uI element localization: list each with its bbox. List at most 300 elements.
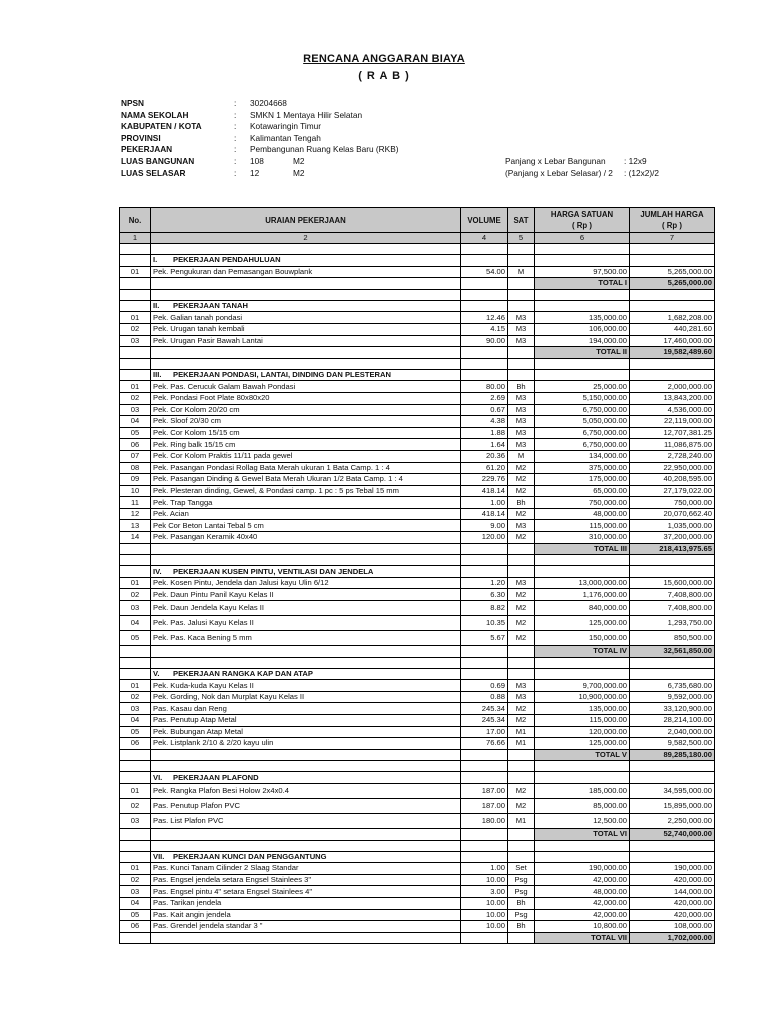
- item-unit-price: 135,000.00: [535, 703, 630, 715]
- item-number: 03: [120, 886, 151, 898]
- empty-cell: [461, 646, 508, 658]
- empty-cell: [508, 255, 535, 267]
- item-total: 2,250,000.00: [630, 813, 715, 828]
- item-total: 420,000.00: [630, 874, 715, 886]
- item-unit-price: 750,000.00: [535, 497, 630, 509]
- section-title: [151, 851, 461, 863]
- item-unit-price: 42,000.00: [535, 909, 630, 921]
- item-volume: 80.00: [461, 381, 508, 393]
- item-unit: Psg: [508, 886, 535, 898]
- item-unit-price: 97,500.00: [535, 266, 630, 278]
- item-description: Pek. Pengukuran dan Pemasangan Bouwplank: [151, 266, 461, 278]
- spacer-row: [120, 555, 715, 566]
- empty-cell: [535, 289, 630, 300]
- empty-cell: [120, 300, 151, 312]
- empty-cell: [461, 840, 508, 851]
- info-label: LUAS SELASAR: [121, 167, 186, 178]
- empty-cell: [508, 749, 535, 761]
- item-description: Pas. Kasau dan Reng: [151, 703, 461, 715]
- item-unit-price: 194,000.00: [535, 335, 630, 347]
- empty-cell: [461, 289, 508, 300]
- empty-cell: [120, 668, 151, 680]
- empty-cell: [120, 347, 151, 359]
- section-total-row: [120, 543, 715, 555]
- item-volume: 76.66: [461, 738, 508, 750]
- project-info: [121, 98, 681, 179]
- item-unit-price: 375,000.00: [535, 462, 630, 474]
- empty-cell: [120, 289, 151, 300]
- empty-cell: [630, 289, 715, 300]
- table-row: [120, 863, 715, 875]
- section-title: [151, 369, 461, 381]
- spacer-row: [120, 657, 715, 668]
- info-row: [121, 98, 681, 110]
- empty-cell: [461, 851, 508, 863]
- item-total: 4,536,000.00: [630, 404, 715, 416]
- item-number: 02: [120, 323, 151, 335]
- info-row: [121, 121, 681, 133]
- table-row: [120, 921, 715, 933]
- item-total: 12,707,381.25: [630, 427, 715, 439]
- item-total: 440,281.60: [630, 323, 715, 335]
- info-label: PEKERJAAN: [121, 144, 173, 155]
- item-number: 04: [120, 897, 151, 909]
- empty-cell: [630, 772, 715, 784]
- item-number: 02: [120, 874, 151, 886]
- empty-cell: [151, 761, 461, 772]
- empty-cell: [535, 566, 630, 578]
- empty-cell: [151, 749, 461, 761]
- info-value: 12: [250, 167, 260, 178]
- column-numbering-row: [120, 233, 715, 244]
- empty-cell: [535, 555, 630, 566]
- item-unit-price: 10,900,000.00: [535, 691, 630, 703]
- section-number: VII.: [153, 851, 165, 861]
- section-total-value: 1,702,000.00: [630, 932, 715, 944]
- item-number: 01: [120, 863, 151, 875]
- section-title-text: PEKERJAAN PLAFOND: [173, 772, 259, 782]
- item-unit-price: 42,000.00: [535, 874, 630, 886]
- item-unit: Psg: [508, 874, 535, 886]
- item-unit: M2: [508, 631, 535, 646]
- empty-cell: [535, 851, 630, 863]
- section-total-row: [120, 932, 715, 944]
- item-description: Pas. Kunci Tanam Cilinder 2 Slaag Standar: [151, 863, 461, 875]
- section-title: [151, 300, 461, 312]
- section-total-row: [120, 278, 715, 290]
- info-value: Pembangunan Ruang Kelas Baru (RKB): [250, 144, 399, 155]
- item-unit-price: 115,000.00: [535, 520, 630, 532]
- table-row: [120, 381, 715, 393]
- item-number: 06: [120, 439, 151, 451]
- item-unit: M3: [508, 691, 535, 703]
- section-title-text: PEKERJAAN PENDAHULUAN: [173, 255, 281, 265]
- table-row: [120, 266, 715, 278]
- empty-cell: [508, 289, 535, 300]
- item-volume: 20.36: [461, 450, 508, 462]
- item-volume: 3.00: [461, 886, 508, 898]
- item-description: Pek. Kosen Pintu, Jendela dan Jalusi kayu Ulin 6/12: [151, 577, 461, 589]
- item-volume: 10.35: [461, 616, 508, 631]
- item-volume: 9.00: [461, 520, 508, 532]
- section-total-value: 32,561,850.00: [630, 646, 715, 658]
- section-total-label: TOTAL VII: [535, 932, 630, 944]
- item-unit: Bh: [508, 381, 535, 393]
- column-number: 2: [151, 233, 461, 244]
- column-number: 5: [508, 233, 535, 244]
- item-number: 02: [120, 589, 151, 601]
- empty-cell: [151, 646, 461, 658]
- info-label: NPSN: [121, 98, 145, 108]
- header-jumlah-harga: JUMLAH HARGA ( Rp ): [630, 208, 715, 233]
- item-total: 15,600,000.00: [630, 577, 715, 589]
- item-number: 06: [120, 921, 151, 933]
- empty-cell: [151, 358, 461, 369]
- item-volume: 17.00: [461, 726, 508, 738]
- item-description: Pek. Cor Kolom 15/15 cm: [151, 427, 461, 439]
- item-description: Pas. Engsel pintu 4" setara Engsel Stainlees 4": [151, 886, 461, 898]
- empty-cell: [630, 555, 715, 566]
- item-total: 144,000.00: [630, 886, 715, 898]
- section-number: II.: [153, 301, 160, 311]
- item-description: Pas. Grendel jendela standar 3 ": [151, 921, 461, 933]
- item-number: 04: [120, 715, 151, 727]
- empty-cell: [535, 668, 630, 680]
- item-unit: M3: [508, 520, 535, 532]
- item-unit: M: [508, 266, 535, 278]
- item-unit: M2: [508, 703, 535, 715]
- section-header-row: [120, 566, 715, 578]
- item-number: 05: [120, 427, 151, 439]
- info-colon: :: [234, 167, 237, 178]
- section-total-label: TOTAL III: [535, 543, 630, 555]
- info-row: [121, 168, 681, 180]
- section-header-row: [120, 369, 715, 381]
- item-unit-price: 310,000.00: [535, 532, 630, 544]
- item-unit: M1: [508, 813, 535, 828]
- item-volume: 1.88: [461, 427, 508, 439]
- item-unit-price: 120,000.00: [535, 726, 630, 738]
- item-volume: 1.00: [461, 497, 508, 509]
- item-volume: 120.00: [461, 532, 508, 544]
- table-row: [120, 783, 715, 798]
- item-description: Pek. Acian: [151, 508, 461, 520]
- item-number: 01: [120, 680, 151, 692]
- item-unit: M2: [508, 508, 535, 520]
- empty-cell: [508, 244, 535, 255]
- info-value: Kotawaringin Timur: [250, 121, 322, 132]
- item-volume: 10.00: [461, 874, 508, 886]
- item-number: 12: [120, 508, 151, 520]
- empty-cell: [508, 300, 535, 312]
- table-row: [120, 631, 715, 646]
- section-number: VI.: [153, 772, 163, 782]
- empty-cell: [535, 358, 630, 369]
- empty-cell: [461, 657, 508, 668]
- info-label: PROVINSI: [121, 132, 161, 143]
- table-row: [120, 726, 715, 738]
- section-total-value: 89,285,180.00: [630, 749, 715, 761]
- column-number: 4: [461, 233, 508, 244]
- empty-cell: [535, 657, 630, 668]
- item-number: 01: [120, 381, 151, 393]
- item-description: Pek. Plesteran dinding, Gewel, & Pondasi camp. 1 pc : 5 ps Tebal 15 mm: [151, 485, 461, 497]
- item-number: 02: [120, 691, 151, 703]
- empty-cell: [461, 566, 508, 578]
- table-row: [120, 508, 715, 520]
- empty-cell: [508, 668, 535, 680]
- item-total: 2,000,000.00: [630, 381, 715, 393]
- section-title-text: PEKERJAAN RANGKA KAP DAN ATAP: [173, 668, 313, 678]
- item-number: 01: [120, 312, 151, 324]
- item-description: Pek. Pas. Kaca Bening 5 mm: [151, 631, 461, 646]
- item-volume: 8.82: [461, 601, 508, 616]
- item-unit: M3: [508, 439, 535, 451]
- item-total: 13,843,200.00: [630, 392, 715, 404]
- item-unit-price: 185,000.00: [535, 783, 630, 798]
- table-row: [120, 680, 715, 692]
- empty-cell: [461, 749, 508, 761]
- item-description: Pek. Pasangan Pondasi Rollag Bata Merah ukuran 1 Bata Camp. 1 : 4: [151, 462, 461, 474]
- item-description: Pek. Urugan tanah kembali: [151, 323, 461, 335]
- empty-cell: [535, 369, 630, 381]
- table-row: [120, 909, 715, 921]
- item-description: Pas. Engsel jendela setara Engsel Stainlees 3": [151, 874, 461, 886]
- table-row: [120, 416, 715, 428]
- table-row: [120, 439, 715, 451]
- item-total: 28,214,100.00: [630, 715, 715, 727]
- empty-cell: [630, 255, 715, 267]
- item-total: 9,592,000.00: [630, 691, 715, 703]
- table-row: [120, 703, 715, 715]
- item-unit-price: 85,000.00: [535, 798, 630, 813]
- item-total: 850,500.00: [630, 631, 715, 646]
- empty-cell: [508, 772, 535, 784]
- item-unit-price: 42,000.00: [535, 897, 630, 909]
- table-row: [120, 532, 715, 544]
- item-total: 37,200,000.00: [630, 532, 715, 544]
- item-number: 01: [120, 577, 151, 589]
- spacer-row: [120, 761, 715, 772]
- table-row: [120, 798, 715, 813]
- empty-cell: [151, 828, 461, 840]
- table-row: [120, 462, 715, 474]
- info-value: SMKN 1 Mentaya Hilir Selatan: [250, 109, 363, 120]
- item-unit: M2: [508, 474, 535, 486]
- info-colon: :: [234, 109, 237, 120]
- item-unit-price: 135,000.00: [535, 312, 630, 324]
- item-total: 7,408,800.00: [630, 589, 715, 601]
- item-total: 108,000.00: [630, 921, 715, 933]
- empty-cell: [630, 668, 715, 680]
- item-total: 420,000.00: [630, 909, 715, 921]
- empty-cell: [120, 566, 151, 578]
- table-row: [120, 601, 715, 616]
- section-total-value: 5,265,000.00: [630, 278, 715, 290]
- item-number: 14: [120, 532, 151, 544]
- item-number: 04: [120, 416, 151, 428]
- item-description: Pas. Penutup Plafon PVC: [151, 798, 461, 813]
- item-unit-price: 25,000.00: [535, 381, 630, 393]
- table-row: [120, 577, 715, 589]
- item-unit-price: 840,000.00: [535, 601, 630, 616]
- empty-cell: [151, 555, 461, 566]
- info-unit: M2: [293, 167, 305, 178]
- item-description: Pek. Daun Pintu Panil Kayu Kelas II: [151, 589, 461, 601]
- table-row: [120, 323, 715, 335]
- table-row: [120, 616, 715, 631]
- empty-cell: [120, 543, 151, 555]
- item-volume: 5.67: [461, 631, 508, 646]
- item-total: 17,460,000.00: [630, 335, 715, 347]
- item-total: 9,582,500.00: [630, 738, 715, 750]
- item-number: 01: [120, 266, 151, 278]
- item-number: 02: [120, 798, 151, 813]
- section-total-row: [120, 828, 715, 840]
- empty-cell: [151, 840, 461, 851]
- item-description: Pek. Rangka Plafon Besi Holow 2x4x0.4: [151, 783, 461, 798]
- table-row: [120, 715, 715, 727]
- empty-cell: [120, 851, 151, 863]
- table-row: [120, 404, 715, 416]
- item-number: 05: [120, 631, 151, 646]
- spacer-row: [120, 289, 715, 300]
- item-number: 03: [120, 335, 151, 347]
- item-total: 40,208,595.00: [630, 474, 715, 486]
- section-title-text: PEKERJAAN KUSEN PINTU, VENTILASI DAN JENDELA: [173, 566, 374, 576]
- item-description: Pek. Pas. Jalusi Kayu Kelas II: [151, 616, 461, 631]
- section-total-label: TOTAL II: [535, 347, 630, 359]
- empty-cell: [508, 566, 535, 578]
- item-volume: 61.20: [461, 462, 508, 474]
- item-unit-price: 106,000.00: [535, 323, 630, 335]
- item-volume: 1.20: [461, 577, 508, 589]
- empty-cell: [630, 369, 715, 381]
- empty-cell: [120, 828, 151, 840]
- empty-cell: [461, 369, 508, 381]
- empty-cell: [120, 646, 151, 658]
- item-total: 15,895,000.00: [630, 798, 715, 813]
- item-total: 2,728,240.00: [630, 450, 715, 462]
- item-description: Pek. Pasangan Dinding & Gewel Bata Merah Ukuran 1/2 Bata Camp. 1 : 4: [151, 474, 461, 486]
- empty-cell: [535, 300, 630, 312]
- item-unit-price: 125,000.00: [535, 616, 630, 631]
- section-number: IV.: [153, 566, 162, 576]
- item-volume: 4.38: [461, 416, 508, 428]
- item-unit-price: 65,000.00: [535, 485, 630, 497]
- item-number: 09: [120, 474, 151, 486]
- item-volume: 245.34: [461, 715, 508, 727]
- section-total-label: TOTAL VI: [535, 828, 630, 840]
- empty-cell: [461, 543, 508, 555]
- item-volume: 245.34: [461, 703, 508, 715]
- item-unit: M3: [508, 427, 535, 439]
- item-description: Pek. Cor Kolom 20/20 cm: [151, 404, 461, 416]
- item-unit: M1: [508, 738, 535, 750]
- item-total: 1,293,750.00: [630, 616, 715, 631]
- empty-cell: [461, 244, 508, 255]
- empty-cell: [120, 244, 151, 255]
- spacer-row: [120, 840, 715, 851]
- item-volume: 0.69: [461, 680, 508, 692]
- section-total-label: TOTAL IV: [535, 646, 630, 658]
- item-description: Pas. Tarikan jendela: [151, 897, 461, 909]
- info-unit: M2: [293, 155, 305, 166]
- item-volume: 10.00: [461, 921, 508, 933]
- table-row: [120, 450, 715, 462]
- section-total-value: 52,740,000.00: [630, 828, 715, 840]
- empty-cell: [535, 772, 630, 784]
- info-value: 108: [250, 155, 264, 166]
- item-description: Pek. Daun Jendela Kayu Kelas II: [151, 601, 461, 616]
- item-description: Pek Cor Beton Lantai Tebal 5 cm: [151, 520, 461, 532]
- item-unit: M2: [508, 715, 535, 727]
- item-total: 22,950,000.00: [630, 462, 715, 474]
- empty-cell: [630, 851, 715, 863]
- empty-cell: [630, 300, 715, 312]
- item-volume: 10.00: [461, 909, 508, 921]
- section-title: [151, 668, 461, 680]
- empty-cell: [151, 657, 461, 668]
- info-value: Kalimantan Tengah: [250, 132, 321, 143]
- item-unit: M2: [508, 485, 535, 497]
- item-volume: 12.46: [461, 312, 508, 324]
- item-description: Pas. Kait angin jendela: [151, 909, 461, 921]
- item-unit: Bh: [508, 897, 535, 909]
- item-unit-price: 6,750,000.00: [535, 427, 630, 439]
- item-volume: 187.00: [461, 783, 508, 798]
- info-colon: :: [234, 132, 237, 143]
- item-description: Pek. Kuda-kuda Kayu Kelas II: [151, 680, 461, 692]
- item-total: 6,735,680.00: [630, 680, 715, 692]
- section-title: [151, 566, 461, 578]
- empty-cell: [535, 840, 630, 851]
- empty-cell: [461, 255, 508, 267]
- item-description: Pek. Trap Tangga: [151, 497, 461, 509]
- item-volume: 10.00: [461, 897, 508, 909]
- section-number: I.: [153, 255, 158, 265]
- item-number: 04: [120, 616, 151, 631]
- info-label: LUAS BANGUNAN: [121, 155, 195, 166]
- section-number: III.: [153, 370, 162, 380]
- item-unit: Set: [508, 863, 535, 875]
- item-number: 13: [120, 520, 151, 532]
- item-description: Pek. Sloof 20/30 cm: [151, 416, 461, 428]
- item-unit: M2: [508, 589, 535, 601]
- table-row: [120, 427, 715, 439]
- item-unit: M2: [508, 532, 535, 544]
- rab-table: [119, 207, 715, 944]
- section-header-row: [120, 255, 715, 267]
- item-total: 27,179,022.00: [630, 485, 715, 497]
- item-volume: 2.69: [461, 392, 508, 404]
- section-title-text: PEKERJAAN KUNCI DAN PENGGANTUNG: [173, 851, 327, 861]
- item-number: 08: [120, 462, 151, 474]
- item-unit-price: 10,800.00: [535, 921, 630, 933]
- info-note: (Panjang x Lebar Selasar) / 2: [505, 167, 613, 178]
- empty-cell: [151, 244, 461, 255]
- empty-cell: [120, 772, 151, 784]
- empty-cell: [508, 657, 535, 668]
- item-description: Pek. Pondasi Foot Plate 80x80x20: [151, 392, 461, 404]
- info-row: [121, 133, 681, 145]
- header-no: No.: [120, 208, 151, 233]
- empty-cell: [120, 369, 151, 381]
- item-unit: M3: [508, 577, 535, 589]
- item-total: 190,000.00: [630, 863, 715, 875]
- section-header-row: [120, 300, 715, 312]
- empty-cell: [630, 761, 715, 772]
